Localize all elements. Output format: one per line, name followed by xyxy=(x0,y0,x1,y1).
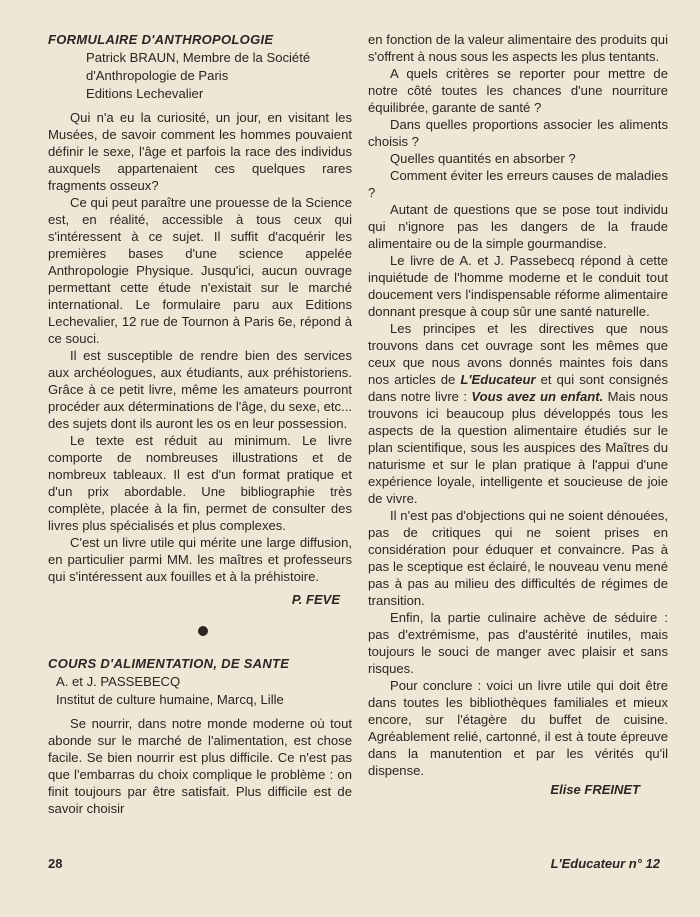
paragraph: Le texte est réduit au minimum. Le livre comporte de nombreuses illustrations et de nombreux tableaux. Il est d'un format pratique et d'un prix abordable. Une bibliographie très complète, placée à la fin, permet de consulter des livres plus spécialisés et plus complexes. xyxy=(48,433,352,533)
paragraph: Autant de questions que se pose tout individu qui n'ignore pas les dangers de la fraude alimentaire ou de la simple gourmandise. xyxy=(368,202,668,251)
paragraph: Pour conclure : voici un livre utile qui doit être dans toutes les bibliothèques familiales et mieux encore, sur l'étagère du buffet de cuisine. Agréablement relié, cartonné, il est à toute épreuve dans la manutention et par les vérités qu'il dispense. xyxy=(368,678,668,778)
article-title-alimentation: COURS D'ALIMENTATION, DE SANTE xyxy=(48,656,290,671)
paragraph: Qui n'a eu la curiosité, un jour, en visitant les Musées, de savoir comment les hommes pouvaient définir le sexe, l'âge et parfois la race des individus auxquels appartenaient ces quelques rares fragments osseux? xyxy=(48,110,352,193)
paragraph: Enfin, la partie culinaire achève de séduire : pas d'extrémisme, pas d'austérité inutiles, mais toujours le souci de manger avec plaisir et sans risques. xyxy=(368,610,668,676)
paragraph: Dans quelles proportions associer les aliments choisis ? xyxy=(368,117,668,149)
book-metadata xyxy=(48,49,352,103)
paragraph: Le livre de A. et J. Passebecq répond à cette inquiétude de l'homme moderne et le conduit tout doucement vers l'indispensable réforme alimentaire donnant presque à coup sûr une santé naturelle. xyxy=(368,253,668,319)
signature-feve: P. FEVE xyxy=(291,592,340,607)
paragraph xyxy=(368,320,668,507)
paragraph: A quels critères se reporter pour mettre de notre côté toutes les chances d'une nourriture équilibrée, garante de santé ? xyxy=(368,66,668,115)
paragraph: Quelles quantités en absorber ? xyxy=(390,151,576,166)
book-reference: Vous avez un enfant. xyxy=(471,389,604,404)
paragraph-text: Les principes et les directives que nous trouvons dans cet ouvrage sont les mêmes que ceux que nous avons donnés maintes fois dans nos articles de xyxy=(368,321,668,387)
left-column xyxy=(48,31,352,817)
book-author: Patrick BRAUN, Membre de la Société xyxy=(86,50,311,65)
paragraph: C'est un livre utile qui mérite une large diffusion, en particulier parmi MM. les maîtres et professeurs qui s'intéressent aux fouilles et à la préhistoire. xyxy=(48,535,352,584)
section-separator xyxy=(48,623,352,641)
journal-reference: L'Educateur xyxy=(460,372,536,387)
paragraph-text: Se nourrir, dans notre monde moderne où tout abonde sur le marché de l'alimentation, est chose facile. Se bien nourrir est plus difficile. Ce n'est pas que l'embarras du choix complique le problème : on finit toujours par être satisfait. Plus difficile est de savoir choisir xyxy=(48,716,352,816)
paragraph-text: Mais nous trouvons ici beaucoup plus développés tous les aspects de la question alimentaire étudiés sur le plan scientifique, sous les auspices des Maîtres du naturisme et sur le plan pratique à l'appui d'une expérience loyale, intelligente et soucieuse de joie de vivre. xyxy=(368,389,669,506)
book-author-affiliation: d'Anthropologie de Paris xyxy=(86,68,229,83)
page-footer xyxy=(48,856,668,874)
paragraph: Comment éviter les erreurs causes de maladies ? xyxy=(368,168,668,200)
book-metadata xyxy=(48,673,352,709)
right-column xyxy=(368,31,668,799)
paragraph: Il n'est pas d'objections qui ne soient dénouées, pas de critiques qui ne soient prises en considération pour éduquer et convaincre. Pas à pas le sceptique est éclairé, le nouveau venu mené pas à pas au milieu des difficultés de régimes de transition. xyxy=(368,508,668,608)
book-publisher: Institut de culture humaine, Marcq, Lille xyxy=(56,692,284,707)
paragraph-continued xyxy=(48,715,352,817)
paragraph-continuation xyxy=(368,31,668,65)
bullet-icon xyxy=(198,626,208,636)
page-number: 28 xyxy=(48,856,63,871)
signature-freinet: Elise FREINET xyxy=(550,782,640,797)
journal-issue: L'Educateur n° 12 xyxy=(550,856,660,871)
article-title-anthropologie: FORMULAIRE D'ANTHROPOLOGIE xyxy=(48,32,274,47)
book-publisher: Editions Lechevalier xyxy=(86,86,204,101)
paragraph-text: et qui sont consignés dans notre livre : xyxy=(368,372,668,404)
paragraph: Ce qui peut paraître une prouesse de la Science est, en réalité, accessible à tous ceux qui s'intéressent à ce sujet. Il suffit d'acquérir les premières bases d'une science appelée Anthropologie Physique. Jusqu'ici, aucun ouvrage permettant cette étude n'existait sur le marché international. Le formulaire paru aux Editions Lechevalier, 12 rue de Tournon à Paris 6e, répond à ce souci. xyxy=(48,195,352,346)
book-author: A. et J. PASSEBECQ xyxy=(56,674,181,689)
paragraph-text: en fonction de la valeur alimentaire des produits qui s'offrent à nous sous les aspects les plus tentants. xyxy=(368,32,668,64)
paragraph: Il est susceptible de rendre bien des services aux archéologues, aux étudiants, aux préhistoriens. Grâce à ce petit livre, même les amateurs pourront procéder aux déterminations de l'âge, du sexe, etc... des sujets dont ils auront les os en leur possession. xyxy=(48,348,352,431)
